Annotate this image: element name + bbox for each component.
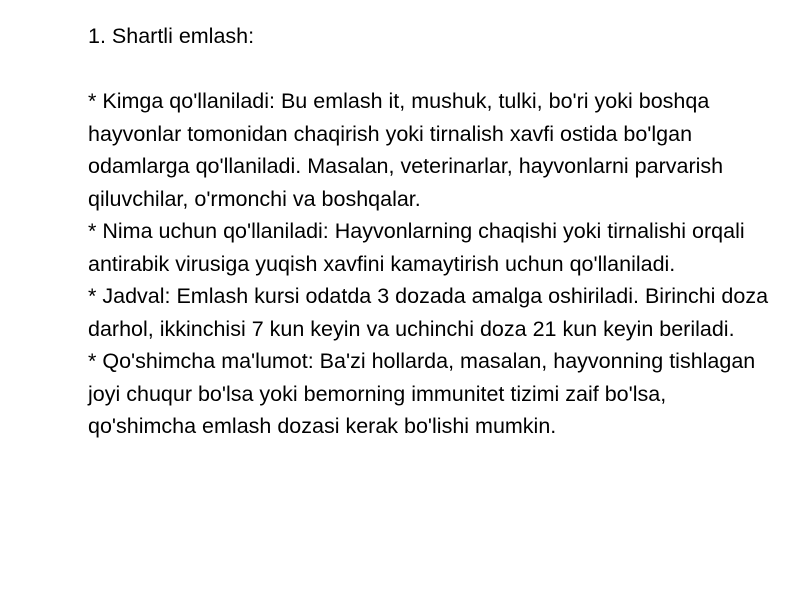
bullet-marker: * [88, 89, 97, 113]
blank-line [88, 53, 778, 86]
bullet-text: Qo'shimcha ma'lumot: Ba'zi hollarda, masalan, hayvonning tishlagan joyi chuqur bo'lsa yoki bemorning immunitet tizimi zaif bo'lsa, qo'shimcha emlash dozasi kerak bo'lishi mumkin. [88, 349, 756, 438]
bullet-text: Nima uchun qo'llaniladi: Hayvonlarning chaqishi yoki tirnalishi orqali antirabik virusiga yuqish xavfini kamaytirish uchun qo'llaniladi. [88, 219, 745, 276]
bullet-marker: * [88, 349, 97, 373]
bullet-marker: * [88, 219, 97, 243]
bullet-who [88, 85, 778, 215]
bullet-additional-info [88, 345, 778, 443]
bullet-why [88, 215, 778, 280]
document-body [88, 20, 778, 443]
bullet-marker: * [88, 284, 97, 308]
bullet-text: Jadval: Emlash kursi odatda 3 dozada amalga oshiriladi. Birinchi doza darhol, ikkinchisi 7 kun keyin va uchinchi doza 21 kun keyin beriladi. [88, 284, 769, 341]
bullet-text: Kimga qo'llaniladi: Bu emlash it, mushuk, tulki, bo'ri yoki boshqa hayvonlar tomonidan chaqirish yoki tirnalish xavfi ostida bo'lgan odamlarga qo'llaniladi. Masalan, veterinarlar, hayvonlarni parvarish qiluvchilar, o'rmonchi va boshqalar. [88, 89, 724, 211]
section-heading: 1. Shartli emlash: [88, 24, 255, 48]
bullet-schedule [88, 280, 778, 345]
